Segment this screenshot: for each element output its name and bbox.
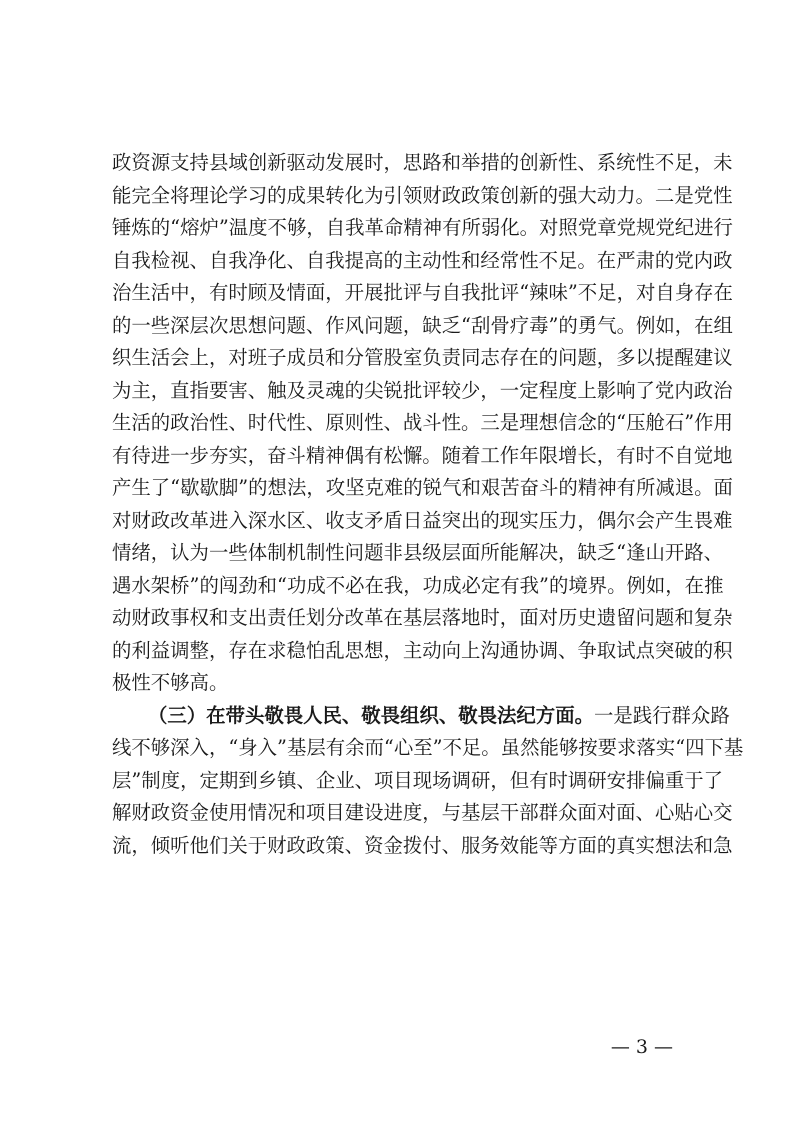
text-line: 线不够深入，“身入”基层有余而“心至”不足。虽然能够按要求落实“四下基 xyxy=(112,736,744,759)
text-line: 织生活会上，对班子成员和分管股室负责同志存在的问题，多以提醒建议 xyxy=(112,346,733,369)
page-number: — 3 — xyxy=(610,1036,673,1058)
text-line: 遇水架桥”的闯劲和“功成不必在我，功成必定有我”的境界。例如，在推 xyxy=(112,573,724,597)
text-line: 解财政资金使用情况和项目建设进度，与基层干部群众面对面、心贴心交 xyxy=(112,801,733,824)
text-line: 政资源支持县域创新驱动发展时，思路和举措的创新性、系统性不足，未 xyxy=(112,151,733,174)
text-line: 对财政改革进入深水区、收支矛盾日益突出的现实压力，偶尔会产生畏难 xyxy=(112,508,733,532)
text-line: 治生活中，有时顾及情面，开展批评与自我批评“辣味”不足，对自身存在 xyxy=(112,281,733,304)
body-text xyxy=(112,147,744,862)
text-line: 锤炼的“熔炉”温度不够，自我革命精神有所弱化。对照党章党规党纪进行 xyxy=(112,216,733,239)
text-line: 层”制度，定期到乡镇、企业、项目现场调研，但有时调研安排偏重于了 xyxy=(112,768,724,792)
text-line: 产生了“歇歇脚”的想法，攻坚克难的锐气和艰苦奋斗的精神有所减退。面 xyxy=(112,476,733,499)
text-line: 情绪，认为一些体制机制性问题非县级层面所能解决，缺乏“逢山开路、 xyxy=(112,541,724,564)
text-line: 流，倾听他们关于财政政策、资金拨付、服务效能等方面的真实想法和急 xyxy=(112,833,733,857)
section-3-intro: 一是践行群众路 xyxy=(593,703,730,727)
text-line: 动财政事权和支出责任划分改革在基层落地时，面对历史遗留问题和复杂 xyxy=(112,606,733,629)
section-3-first-line xyxy=(112,700,730,733)
text-line: 能完全将理论学习的成果转化为引领财政政策创新的强大动力。二是党性 xyxy=(112,183,733,207)
text-line: 有待进一步夯实，奋斗精神偶有松懈。随着工作年限增长，有时不自觉地 xyxy=(112,443,733,467)
text-line: 极性不够高。 xyxy=(112,671,229,694)
text-line: 自我检视、自我净化、自我提高的主动性和经常性不足。在严肃的党内政 xyxy=(112,248,733,272)
section-3-heading: （三）在带头敬畏人民、敬畏组织、敬畏法纪方面。 xyxy=(148,703,594,727)
text-line: 为主，直指要害、触及灵魂的尖锐批评较少，一定程度上影响了党内政治 xyxy=(112,378,733,402)
text-line: 生活的政治性、时代性、原则性、战斗性。三是理想信念的“压舱石”作用 xyxy=(112,411,733,434)
text-line: 的一些深层次思想问题、作风问题，缺乏“刮骨疗毒”的勇气。例如，在组 xyxy=(112,313,733,337)
text-line: 的利益调整，存在求稳怕乱思想，主动向上沟通协调、争取试点突破的积 xyxy=(112,638,733,662)
